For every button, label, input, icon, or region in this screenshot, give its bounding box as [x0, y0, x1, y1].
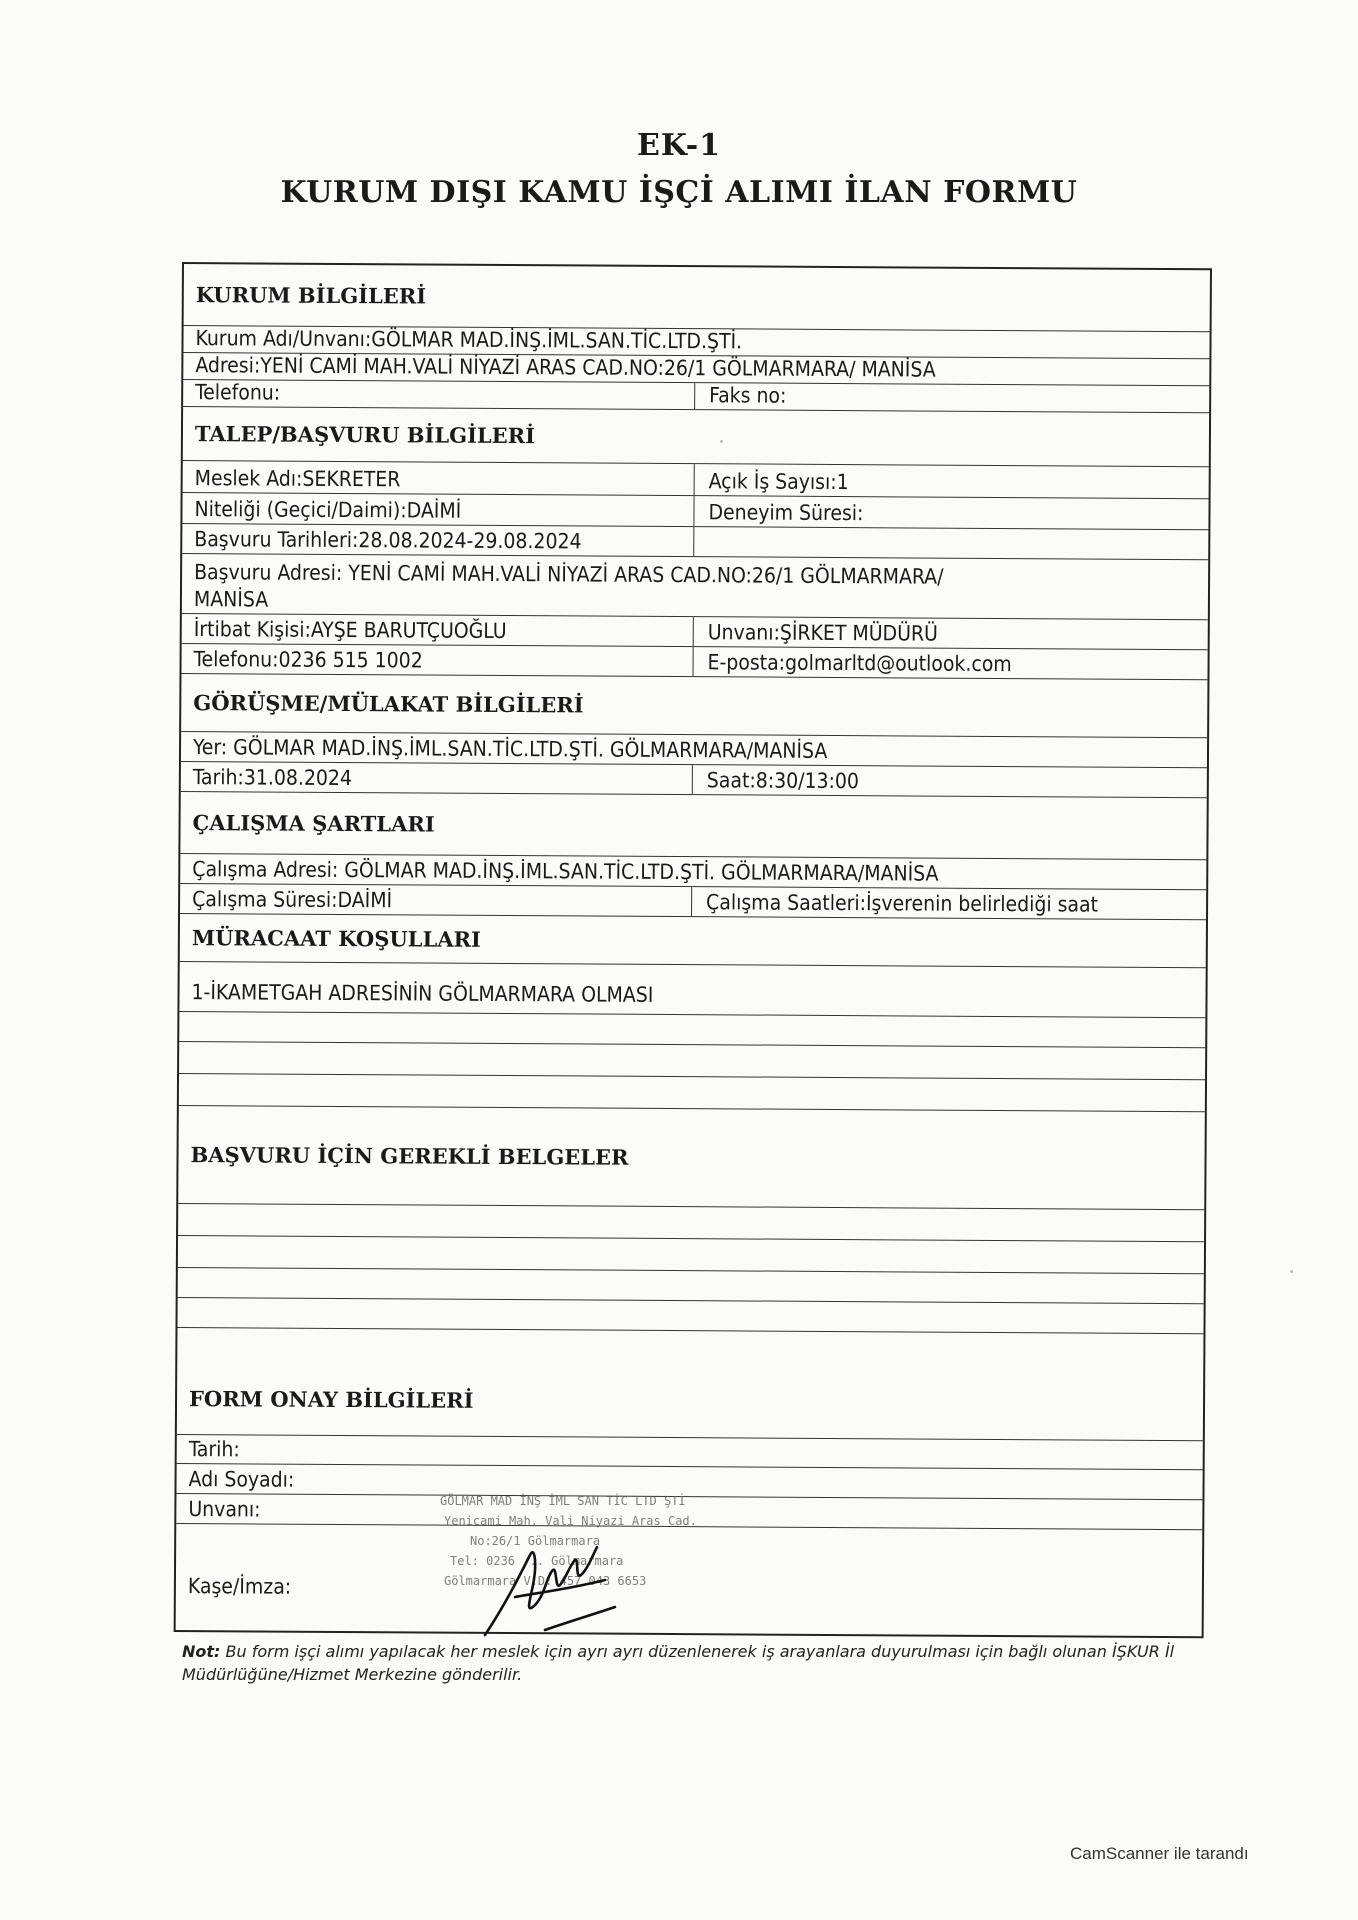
stamp-line: GÖLMAR MAD İNŞ İML SAN TİC LTD ŞTİ: [440, 1494, 686, 1508]
basvuru-adres-line2: MANİSA: [193, 587, 269, 612]
kurum-telefon-field: Telefonu:: [183, 380, 695, 409]
form-header: [0, 128, 1358, 210]
calisma-adres-field: Çalışma Adresi: GÖLMAR MAD.İNŞ.İML.SAN.TİC.LTD.ŞTİ. GÖLMARMARA/MANİSA: [192, 857, 939, 886]
onay-tarih-field: Tarih:: [188, 1437, 240, 1462]
section-muracaat: [180, 914, 1206, 968]
gorusme-tarih-field: Tarih:31.08.2024: [181, 762, 693, 794]
stamp-line: Tel: 0236 ... Gölmarmara: [450, 1554, 624, 1568]
acik-is-field: Açık İş Sayısı:1: [708, 469, 849, 495]
calisma-sure-field: Çalışma Süresi:DAİMİ: [180, 884, 692, 916]
unvan-field: Unvanı:ŞİRKET MÜDÜRÜ: [707, 620, 939, 646]
kosul-1-field: 1-İKAMETGAH ADRESİNİN GÖLMARMARA OLMASI: [191, 980, 654, 1007]
scan-speck: [1290, 1270, 1293, 1273]
section-title: FORM ONAY BİLGİLERİ: [188, 1386, 474, 1413]
irtibat-kisisi-field: İrtibat Kişisi:AYŞE BARUTÇUOĞLU: [182, 614, 694, 646]
basvuru-tarihleri-field: Başvuru Tarihleri:28.08.2024-29.08.2024: [182, 524, 694, 556]
note-label: Not:: [182, 1642, 221, 1661]
gorusme-yer-field: Yer: GÖLMAR MAD.İNŞ.İML.SAN.TİC.LTD.ŞTİ. GÖLMARMARA/MANİSA: [192, 735, 828, 763]
deneyim-field: Deneyim Süresi:: [708, 500, 864, 526]
kurum-adres-field: Adresi:YENİ CAMİ MAH.VALİ NİYAZİ ARAS CAD.NO:26/1 GÖLMARMARA/ MANİSA: [195, 353, 936, 382]
scan-speck: [720, 440, 723, 443]
section-title: ÇALIŞMA ŞARTLARI: [192, 810, 435, 837]
nitelik-field: Niteliği (Geçici/Daimi):DAİMİ: [182, 493, 694, 526]
signature-icon: [475, 1535, 625, 1645]
section-calisma: [180, 792, 1206, 860]
section-title: TALEP/BAŞVURU BİLGİLERİ: [194, 421, 536, 449]
section-title: KURUM BİLGİLERİ: [195, 282, 427, 309]
note-text: Bu form işçi alımı yapılacak her meslek için ayrı ayrı düzenlenerek iş arayanlara duyurulması için bağlı olunan İŞKUR İl Müdürlüğüne/Hizmet Merkezine gönderilir.: [182, 1642, 1175, 1685]
section-kurum: [184, 264, 1210, 332]
onay-kase-imza-field: Kaşe/İmza:: [187, 1573, 292, 1599]
form-title: KURUM DIŞI KAMU İŞÇİ ALIMI İLAN FORMU: [280, 175, 1078, 210]
kurum-adi-field: Kurum Adı/Unvanı:GÖLMAR MAD.İNŞ.İML.SAN.TİC.LTD.ŞTİ.: [195, 326, 743, 354]
meslek-field: Meslek Adı:SEKRETER: [183, 461, 695, 495]
telefon-field: Telefonu:0236 515 1002: [181, 644, 693, 676]
section-title: MÜRACAAT KOŞULLARI: [191, 925, 481, 952]
form-code: EK-1: [636, 128, 722, 163]
stamp-line: Yenicami Mah. Vali Niyazi Aras Cad.: [444, 1514, 697, 1528]
application-form: [174, 262, 1212, 1638]
stamp-line: Gölmarmara V.D: 457 043 6653: [444, 1574, 647, 1588]
section-belgeler: [178, 1106, 1205, 1210]
basvuru-adres-field: [182, 554, 944, 618]
section-gorusme: [181, 674, 1207, 738]
row-kosul-1: [179, 962, 1205, 1018]
section-talep: [183, 407, 1209, 467]
form-note: [182, 1640, 1222, 1686]
section-title: GÖRÜŞME/MÜLAKAT BİLGİLERİ: [193, 690, 584, 718]
gorusme-saat-field: Saat:8:30/13:00: [706, 768, 860, 794]
basvuru-adres-line1: Başvuru Adresi: YENİ CAMİ MAH.VALİ NİYAZİ ARAS CAD.NO:26/1 GÖLMARMARA/: [194, 560, 944, 589]
onay-adi-soyadi-field: Adı Soyadı:: [188, 1467, 295, 1492]
kurum-faks-field: Faks no:: [709, 383, 787, 408]
stamp-line: No:26/1 Gölmarmara: [470, 1534, 601, 1548]
eposta-field: E-posta:golmarltd@outlook.com: [707, 650, 1012, 677]
scanner-watermark: CamScanner ile tarandı: [1070, 1844, 1249, 1863]
section-title: BAŞVURU İÇİN GEREKLİ BELGELER: [190, 1142, 629, 1170]
row-basvuru-adres: [182, 554, 1208, 620]
calisma-saatleri-field: Çalışma Saatleri:İşverenin belirlediği saat: [706, 890, 1099, 917]
onay-unvani-field: Unvanı:: [188, 1497, 261, 1522]
